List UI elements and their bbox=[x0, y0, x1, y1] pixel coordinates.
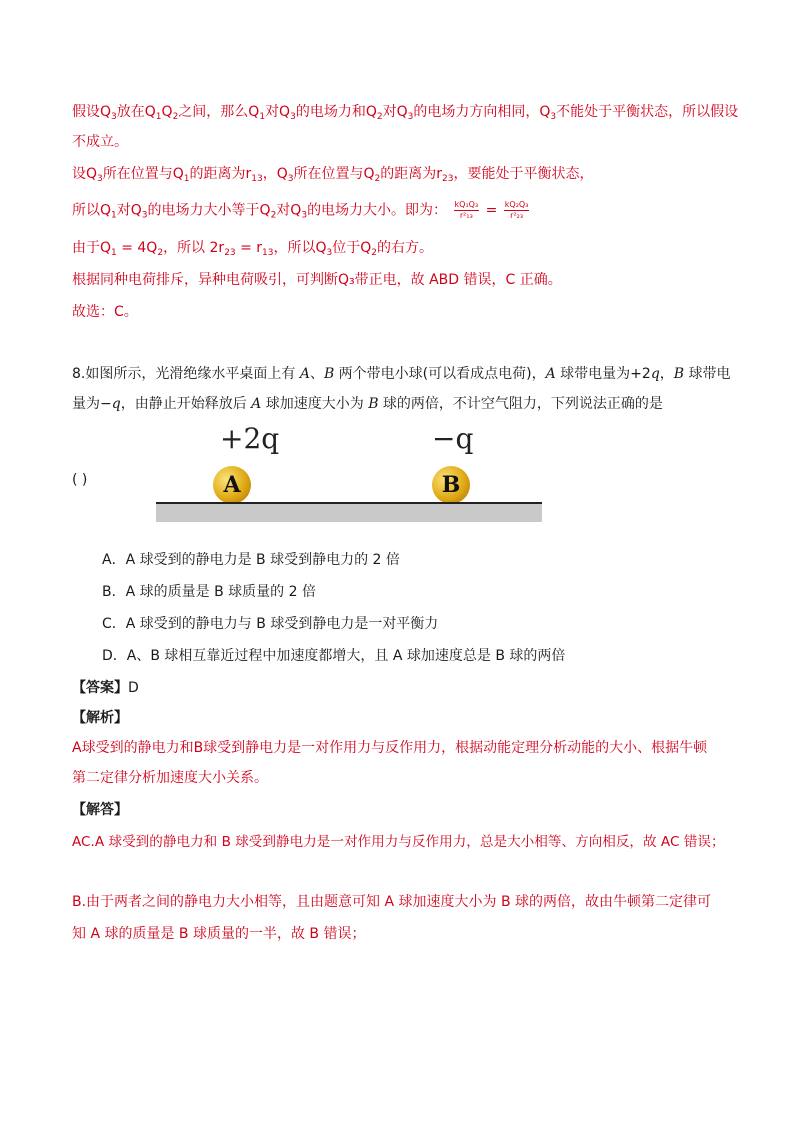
prev-solution-line-1: 假设$Q_3$放在$Q_1Q_2$之间，那么$Q_1$对$Q_3$的电场力和$Q_2$对$Q_3$的电场力方向相同，$Q_3$不能处于平衡状态，所以假设 bbox=[72, 104, 739, 122]
option-c: C．A 球受到的静电力与 B 球受到静电力是一对平衡力 bbox=[102, 616, 439, 632]
question-line-2: 量为−q，由静止开始释放后 A 球加速度大小为 B 球的两倍，不计空气阻力，下列说法正确的是 bbox=[72, 396, 663, 412]
ball-b: B bbox=[432, 466, 470, 504]
question-line-1: 8.如图所示，光滑绝缘水平桌面上有 A、B 两个带电小球(可以看成点电荷)，A 球带电量为+2q，B 球带电 bbox=[72, 366, 731, 382]
option-d: D．A、B 球相互靠近过程中加速度都增大，且 A 球加速度总是 B 球的两倍 bbox=[102, 648, 566, 664]
ball-a: A bbox=[213, 466, 251, 504]
answer-blank: ( ) bbox=[72, 472, 88, 488]
analysis-line-2: 第二定律分析加速度大小关系。 bbox=[72, 770, 268, 786]
fraction-left: $\frac{\text{kQ₁Q₃}}{\text{r²₁₃}}$ bbox=[454, 200, 479, 220]
solution-line-2: B.由于两者之间的静电力大小相等，且由题意可知 A 球加速度大小为 B 球的两倍，故由牛顿第二定律可 bbox=[72, 894, 712, 910]
answer-label: 【答案】 bbox=[72, 680, 128, 696]
charges-figure bbox=[150, 420, 550, 530]
solution-line-3: 知 A 球的质量是 B 球质量的一半，故 B 错误； bbox=[72, 926, 366, 942]
prev-solution-line-4: 所以$Q_1$对$Q_3$的电场力大小等于$Q_2$对$Q_3$的电场力大小。即为： $\frac{\text{kQ₁Q₃}}{\text{r²₁₃}}$ = $\frac{\text{kQ₂Q₃}}{\text{r²₂₃}}$ bbox=[72, 200, 529, 221]
charge-label-b: −q bbox=[432, 422, 474, 455]
charge-label-a: +2q bbox=[220, 422, 280, 455]
option-b: B．A 球的质量是 B 球质量的 2 倍 bbox=[102, 584, 316, 600]
fraction-right: $\frac{\text{kQ₂Q₃}}{\text{r²₂₃}}$ bbox=[504, 200, 529, 220]
solution-label: 【解答】 bbox=[72, 802, 128, 818]
option-a: A．A 球受到的静电力是 B 球受到静电力的 2 倍 bbox=[102, 552, 400, 568]
analysis-line-1: A球受到的静电力和B球受到静电力是一对作用力与反作用力，根据动能定理分析动能的大小、根据牛顿 bbox=[72, 740, 708, 756]
answer-value: D bbox=[128, 680, 139, 696]
prev-solution-line-3: 设$Q_3$所在位置与$Q_1$的距离为$r_{13}$，$Q_3$所在位置与$Q_2$的距离为$r_{23}$，要能处于平衡状态， bbox=[72, 166, 594, 184]
prev-solution-line-6: 根据同种电荷排斥，异种电荷吸引，可判断Q₃带正电，故 ABD 错误，C 正确。 bbox=[72, 272, 562, 288]
table-body bbox=[156, 504, 542, 522]
prev-solution-line-2: 不成立。 bbox=[72, 134, 128, 150]
answer-line bbox=[72, 678, 139, 698]
prev-solution-line-7: 故选：C。 bbox=[72, 304, 138, 320]
solution-line-1: AC.A 球受到的静电力和 B 球受到静电力是一对作用力与反作用力，总是大小相等、方向相反，故 AC 错误； bbox=[72, 834, 725, 850]
analysis-label: 【解析】 bbox=[72, 710, 128, 726]
prev-solution-line-5: 由于$Q_1 = 4Q_2$，所以 $2r_{23} = r_{13}$，所以$Q_3$位于$Q_2$的右方。 bbox=[72, 240, 434, 258]
